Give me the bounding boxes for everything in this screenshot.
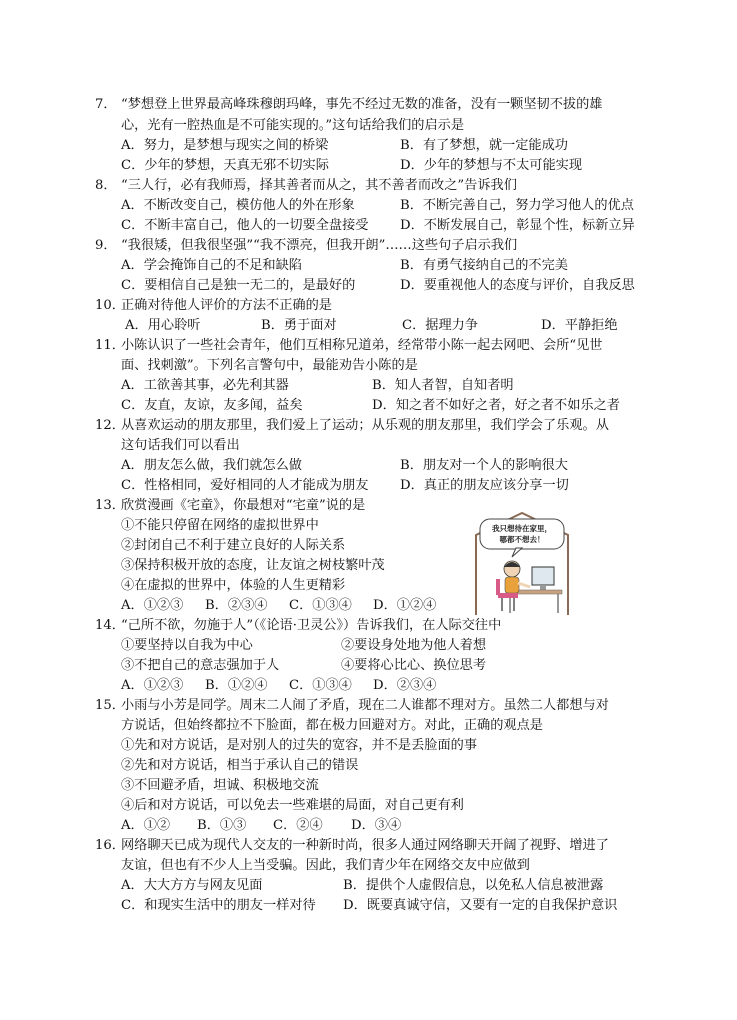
question-stem: 正确对待他人评价的方法不正确的是 bbox=[121, 298, 332, 313]
option-c: C．性格相同，爱好相同的人才能成为朋友 bbox=[121, 478, 369, 493]
option-a: A．大大方方与网友见面 bbox=[121, 878, 263, 893]
option-d: D．③④ bbox=[351, 818, 402, 833]
option-a: A．①② bbox=[121, 818, 171, 833]
option-c: C．要相信自己是独一无二的，是最好的 bbox=[121, 278, 356, 293]
option-b: B．勇于面对 bbox=[261, 318, 337, 333]
option-b: B．②③④ bbox=[205, 598, 268, 613]
question-number: 14． bbox=[95, 618, 125, 633]
question-number: 12． bbox=[95, 418, 125, 433]
option-a: A．工欲善其事，必先利其器 bbox=[121, 378, 289, 393]
statement-item: ①不能只停留在网络的虚拟世界中 bbox=[121, 518, 319, 533]
option-b: B．提供个人虚假信息，以免私人信息被泄露 bbox=[343, 878, 604, 893]
statement-item: ③保持积极开放的态度，让友谊之树枝繁叶茂 bbox=[121, 558, 385, 573]
option-a: A．①②③ bbox=[121, 598, 184, 613]
statement-item: ④后和对方说话，可以免去一些难堪的局面，对自己更有利 bbox=[121, 798, 464, 813]
option-d: D．②③④ bbox=[373, 678, 437, 693]
question-stem: 欣赏漫画《宅童》，你最想对“宅童”说的是 bbox=[121, 498, 366, 513]
option-c: C．和现实生活中的朋友一样对待 bbox=[121, 898, 316, 913]
option-d: D．知之者不如好之者，好之者不如乐之者 bbox=[372, 398, 620, 413]
statement-item: ②要设身处地为他人着想 bbox=[341, 638, 487, 653]
statement-item: ①要坚持以自我为中心 bbox=[121, 638, 253, 653]
question-stem: 面、找刺激”。下列名言警句中，最能劝告小陈的是 bbox=[121, 358, 418, 373]
question-number: 13． bbox=[95, 498, 125, 513]
question-stem: 小陈认识了一些社会青年，他们互相称兄道弟，经常带小陈一起去网吧、会所“见世 bbox=[121, 338, 603, 353]
question-stem: 友谊，但也有不少人上当受骗。因此，我们青少年在网络交友中应做到 bbox=[121, 858, 530, 873]
option-d: D．不断发展自己，彰显个性，标新立异 bbox=[400, 218, 635, 233]
comic-illustration bbox=[466, 511, 578, 615]
option-a: A．用心聆听 bbox=[125, 318, 201, 333]
option-c: C．据理力争 bbox=[402, 318, 479, 333]
option-d: D．少年的梦想与不太可能实现 bbox=[400, 158, 583, 173]
option-a: A．朋友怎么做，我们就怎么做 bbox=[121, 458, 302, 473]
question-number: 10． bbox=[95, 298, 125, 313]
question-stem: “梦想登上世界最高峰珠穆朗玛峰，事先不经过无数的准备，没有一颗坚韧不拔的雄 bbox=[121, 97, 603, 112]
question-number: 11． bbox=[95, 338, 125, 353]
option-d: D．平静拒绝 bbox=[541, 318, 618, 333]
question-stem: 心，光有一腔热血是不可能实现的。”这句话给我们的启示是 bbox=[121, 118, 465, 133]
option-a: A．不断改变自己，模仿他人的外在形象 bbox=[121, 198, 355, 213]
question-number: 15． bbox=[95, 698, 125, 713]
option-a: A．①②③ bbox=[121, 678, 184, 693]
option-c: C．①③④ bbox=[289, 598, 352, 613]
statement-item: ④要将心比心、换位思考 bbox=[341, 658, 487, 673]
option-a: A．努力，是梦想与现实之间的桥梁 bbox=[121, 138, 329, 153]
question-stem: 方说话，但始终都拉不下脸面，都在极力回避对方。对此，正确的观点是 bbox=[121, 718, 543, 733]
question-stem: 这句话我们可以看出 bbox=[121, 438, 240, 453]
question-stem: 小雨与小芳是同学。周末二人闹了矛盾，现在二人谁都不理对方。虽然二人都想与对 bbox=[121, 698, 609, 713]
statement-item: ④在虚拟的世界中，体验的人生更精彩 bbox=[121, 578, 346, 593]
option-d: D．①②④ bbox=[373, 598, 437, 613]
question-stem: “三人行，必有我师焉，择其善者而从之，其不善者而改之”告诉我们 bbox=[121, 178, 517, 193]
option-b: B．①③ bbox=[197, 818, 247, 833]
option-c: C．①③④ bbox=[289, 678, 352, 693]
option-b: B．知人者智，自知者明 bbox=[372, 378, 514, 393]
option-c: C．②④ bbox=[273, 818, 323, 833]
option-d: D．既要真诚守信，又要有一定的自我保护意识 bbox=[343, 898, 618, 913]
statement-item: ③不回避矛盾，坦诚、积极地交流 bbox=[121, 778, 319, 793]
question-number: 7． bbox=[95, 97, 117, 112]
question-stem: 网络聊天已成为现代人交友的一种新时尚，很多人通过网络聊天开阔了视野、增进了 bbox=[121, 838, 609, 853]
option-d: D．要重视他人的态度与评价，自我反思 bbox=[400, 278, 635, 293]
option-a: A．学会掩饰自己的不足和缺陷 bbox=[121, 258, 302, 273]
option-b: B．①②④ bbox=[205, 678, 268, 693]
option-d: D．真正的朋友应该分享一切 bbox=[400, 478, 569, 493]
question-stem: “我很矮，但我很坚强”“我不漂亮，但我开朗”……这些句子启示我们 bbox=[121, 238, 518, 253]
statement-item: ①先和对方说话，是对别人的过失的宽容，并不是丢脸面的事 bbox=[121, 738, 478, 753]
option-b: B．有了梦想，就一定能成功 bbox=[400, 138, 568, 153]
option-c: C．不断丰富自己，他人的一切要全盘接受 bbox=[121, 218, 369, 233]
statement-item: ②先和对方说话，相当于承认自己的错误 bbox=[121, 758, 359, 773]
statement-item: ③不把自己的意志强加于人 bbox=[121, 658, 280, 673]
option-b: B．有勇气接纳自己的不完美 bbox=[400, 258, 568, 273]
question-number: 8． bbox=[95, 178, 117, 193]
comic-drawing bbox=[466, 511, 578, 615]
option-c: C．少年的梦想，天真无邪不切实际 bbox=[121, 158, 329, 173]
comic-caption-line2: 哪都不想去！ bbox=[499, 535, 545, 544]
question-number: 9． bbox=[95, 238, 117, 253]
question-stem: 从喜欢运动的朋友那里，我们爱上了运动；从乐观的朋友那里，我们学会了乐观。从 bbox=[121, 418, 609, 433]
comic-caption-line1: 我只想待在家里， bbox=[492, 524, 552, 533]
question-number: 16． bbox=[95, 838, 125, 853]
question-stem: “己所不欲，勿施于人”（《论语·卫灵公》）告诉我们，在人际交往中 bbox=[121, 618, 502, 633]
option-c: C．友直，友谅，友多闻，益矣 bbox=[121, 398, 303, 413]
option-b: B．不断完善自己，努力学习他人的优点 bbox=[400, 198, 634, 213]
statement-item: ②封闭自己不利于建立良好的人际关系 bbox=[121, 538, 346, 553]
option-b: B．朋友对一个人的影响很大 bbox=[400, 458, 568, 473]
